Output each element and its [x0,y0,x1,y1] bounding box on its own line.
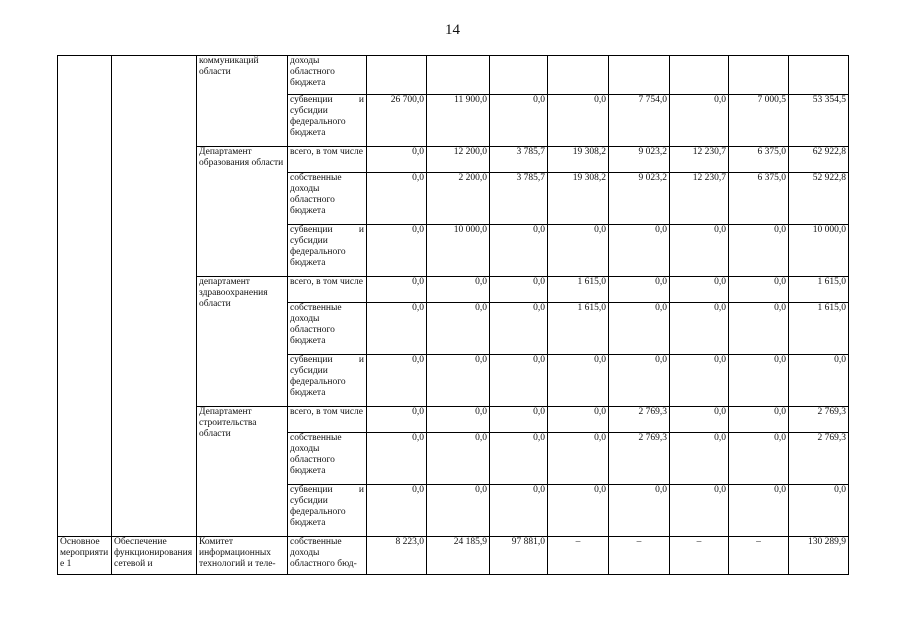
value-cell: 7 754,0 [609,95,670,147]
value-cell [609,56,670,95]
funding-source-cell: субвенции и субсидии федерального бюджета [288,485,367,537]
value-cell: 0,0 [548,355,609,407]
value-cell: 1 615,0 [789,277,849,303]
funding-source-cell: всего, в том числе [288,147,367,173]
value-cell [490,56,548,95]
value-cell: 0,0 [367,485,427,537]
value-cell: 0,0 [670,485,729,537]
value-cell: 0,0 [427,303,490,355]
funding-source-cell: всего, в том числе [288,277,367,303]
value-cell: 0,0 [490,355,548,407]
funding-source-cell: собственные доходы областного бюджета [288,303,367,355]
value-cell: 0,0 [609,277,670,303]
value-cell: 0,0 [490,407,548,433]
executor-cell: коммуникаций области [197,56,288,147]
value-cell: 0,0 [609,303,670,355]
funding-source-cell: всего, в том числе [288,407,367,433]
funding-source-cell: собственные доходы областного бюджета [288,433,367,485]
value-cell: 0,0 [367,147,427,173]
executor-cell: департамент здравоохранения области [197,277,288,407]
value-cell: – [609,537,670,575]
funding-source-cell: субвенции и субсидии федерального бюджета [288,355,367,407]
value-cell: 0,0 [670,95,729,147]
value-cell: 0,0 [670,277,729,303]
value-cell: 26 700,0 [367,95,427,147]
funding-source-cell: доходы областного бюджета [288,56,367,95]
value-cell: 0,0 [367,433,427,485]
value-cell: 12 200,0 [427,147,490,173]
value-cell: 2 769,3 [789,433,849,485]
executor-cell: Департамент строительства области [197,407,288,537]
value-cell: 10 000,0 [789,225,849,277]
value-cell: 0,0 [367,173,427,225]
value-cell: 0,0 [729,433,789,485]
measure-cell [58,56,112,537]
value-cell: 6 375,0 [729,147,789,173]
value-cell: 2 769,3 [789,407,849,433]
value-cell: 0,0 [548,225,609,277]
value-cell [367,56,427,95]
value-cell: – [670,537,729,575]
value-cell: 97 881,0 [490,537,548,575]
value-cell: 0,0 [548,407,609,433]
value-cell: 9 023,2 [609,173,670,225]
value-cell: 0,0 [367,303,427,355]
value-cell: 19 308,2 [548,147,609,173]
value-cell: 0,0 [729,277,789,303]
value-cell [789,56,849,95]
value-cell: 12 230,7 [670,147,729,173]
value-cell: 0,0 [548,433,609,485]
value-cell: 0,0 [670,355,729,407]
budget-table [57,55,849,575]
value-cell: 0,0 [490,277,548,303]
activity-cell: Обеспечение функционирования сетевой и [112,537,197,575]
executor-cell: Комитет информационных технологий и теле- [197,537,288,575]
value-cell: 12 230,7 [670,173,729,225]
value-cell: 0,0 [490,95,548,147]
value-cell: 0,0 [427,355,490,407]
funding-source-cell: субвенции и субсидии федерального бюджета [288,95,367,147]
value-cell: 1 615,0 [548,277,609,303]
value-cell: 0,0 [427,407,490,433]
executor-cell: Департамент образования области [197,147,288,277]
value-cell: 0,0 [490,225,548,277]
value-cell [729,56,789,95]
value-cell: 130 289,9 [789,537,849,575]
value-cell: 11 900,0 [427,95,490,147]
value-cell: 0,0 [729,355,789,407]
value-cell: 0,0 [670,225,729,277]
value-cell: 2 769,3 [609,407,670,433]
value-cell: 0,0 [609,355,670,407]
funding-source-cell: субвенции и субсидии федерального бюджета [288,225,367,277]
value-cell: 7 000,5 [729,95,789,147]
value-cell: 0,0 [729,225,789,277]
value-cell: 0,0 [670,303,729,355]
value-cell: 0,0 [427,433,490,485]
value-cell: 0,0 [427,485,490,537]
value-cell: 0,0 [427,277,490,303]
value-cell: 0,0 [729,407,789,433]
value-cell: 2 200,0 [427,173,490,225]
value-cell: 0,0 [367,407,427,433]
value-cell: 0,0 [729,485,789,537]
value-cell: 1 615,0 [548,303,609,355]
value-cell: 3 785,7 [490,147,548,173]
value-cell: 62 922,8 [789,147,849,173]
value-cell: 24 185,9 [427,537,490,575]
value-cell: 0,0 [609,485,670,537]
funding-source-cell: собственные доходы областного бюджета [288,173,367,225]
value-cell: 19 308,2 [548,173,609,225]
value-cell: 0,0 [609,225,670,277]
value-cell: 0,0 [729,303,789,355]
table-row [58,56,849,95]
value-cell: 0,0 [548,95,609,147]
table-row [58,537,849,575]
value-cell: 6 375,0 [729,173,789,225]
value-cell: 10 000,0 [427,225,490,277]
funding-source-cell: собственные доходы областного бюд- [288,537,367,575]
value-cell: 0,0 [670,433,729,485]
value-cell: 8 223,0 [367,537,427,575]
value-cell: 0,0 [490,433,548,485]
value-cell: 0,0 [367,277,427,303]
value-cell: 0,0 [490,485,548,537]
value-cell: 2 769,3 [609,433,670,485]
value-cell: 9 023,2 [609,147,670,173]
value-cell: 0,0 [548,485,609,537]
value-cell: 0,0 [789,485,849,537]
value-cell [670,56,729,95]
value-cell: 53 354,5 [789,95,849,147]
value-cell: 1 615,0 [789,303,849,355]
value-cell [427,56,490,95]
value-cell [548,56,609,95]
value-cell: 3 785,7 [490,173,548,225]
value-cell: 0,0 [490,303,548,355]
value-cell: – [548,537,609,575]
measure-cell: Основное мероприятие 1 [58,537,112,575]
value-cell: – [729,537,789,575]
value-cell: 0,0 [670,407,729,433]
activity-cell [112,56,197,537]
value-cell: 0,0 [367,355,427,407]
page-number: 14 [445,22,460,38]
value-cell: 0,0 [367,225,427,277]
value-cell: 52 922,8 [789,173,849,225]
value-cell: 0,0 [789,355,849,407]
